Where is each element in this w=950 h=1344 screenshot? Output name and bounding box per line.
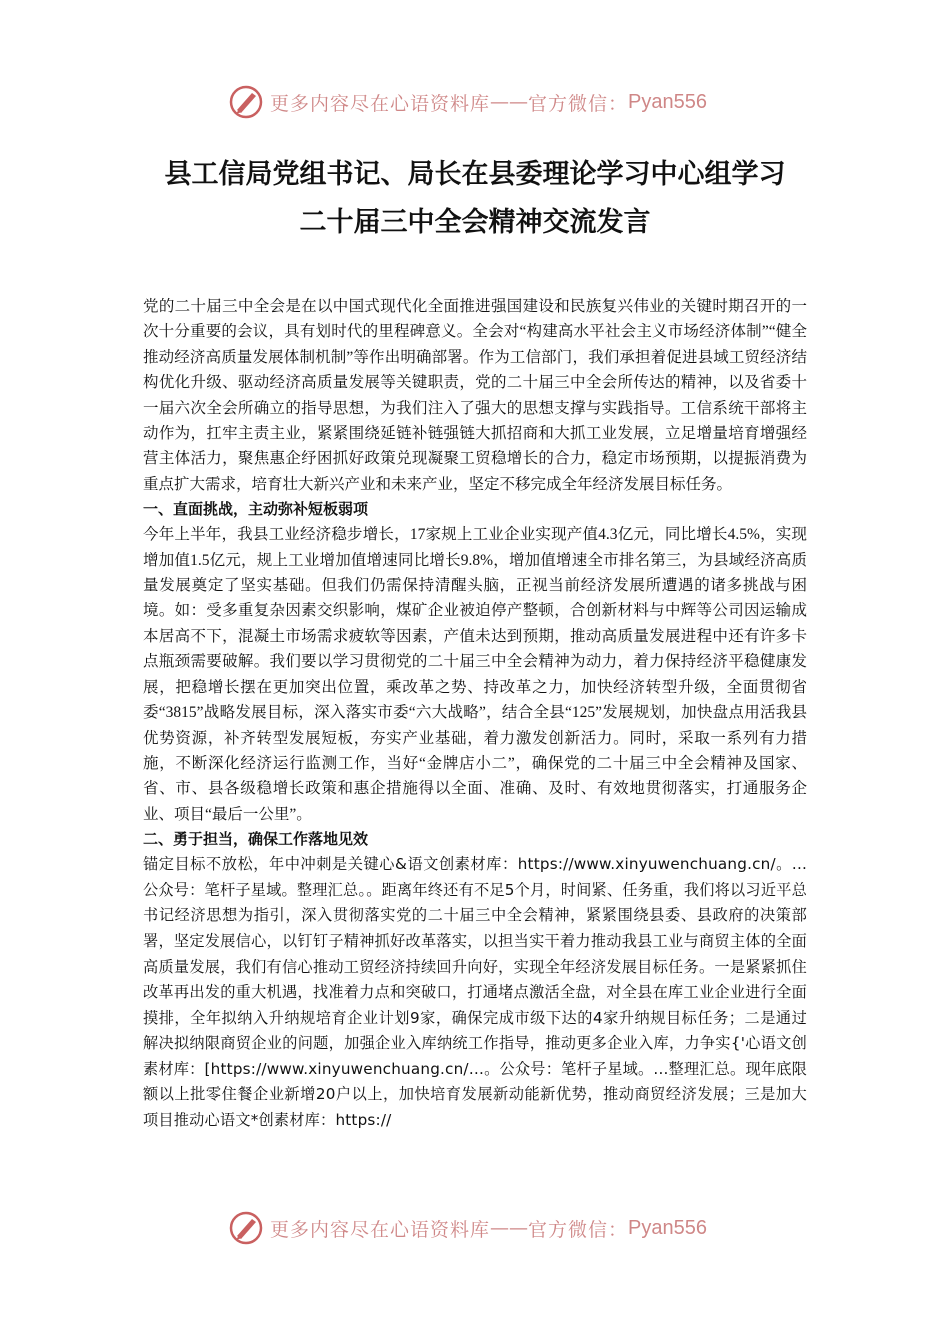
section2-paragraph: 锚定目标不放松，年中冲刺是关键心&语文创素材库：https://www.xinyuwenchuang.cn/。...公众号：笔杆子星域。整理汇总。。距离年终还有不足5个月，时间紧、任务重，我们将以习近平总书记经济思想为指引，深入贯彻落实党的二十届三中全会精神，紧紧围绕县委、县政府的决策部署，坚定发展信心，以钉钉子精神抓好改革落实，以担当实干着力推动我县工业与商贸主体的全面高质量发展，我们有信心推动工贸经济持续回升向好，实现全年经济发展目标任务。一是紧紧抓住改革再出发的重大机遇，找准着力点和突破口，打通堵点激活全盘，对全县在库工业企业进行全面摸排，全年拟纳入升纳规培育企业计划9家，确保完成市级下达的4家升纳规目标任务；二是通过解决拟纳限商贸企业的问题，加强企业入库纳统工作指导，推动更多企业入库，力争实{'心语文创素材库：[https://www.xinyuwenchuang.cn/…。公众号：笔杆子星域。...整理汇总。现年底限额以上批零住餐企业新增20户以上，加快培育发展新动能新优势，推动商贸经济发展；三是加大项目推动心语文*创素材库：https://: [143, 855, 807, 1130]
banner-text: 更多内容尽在心语资料库: [270, 1218, 491, 1241]
intro-paragraph: 党的二十届三中全会是在以中国式现代化全面推进强国建设和民族复兴伟业的关键时期召开的一次十分重要的会议，具有划时代的里程碑意义。全会对“构建高水平社会主义市场经济体制”“健全推动经济高质量发展体制机制”等作出明确部署。作为工信部门，我们承担着促进县域工贸经济结构优化升级、驱动经济高质量发展等关键职责，党的二十届三中全会所传达的精神，以及省委十一届六次全会所确立的指导思想，为我们注入了强大的思想支撑与实践指导。工信系统干部将主动作为，扛牢主责主业，紧紧围绕延链补链强链大抓招商和大抓工业发展，立足增量培育增强经营主体活力，聚焦惠企纾困抓好政策兑现凝聚工贸稳增长的合力，稳定市场预期，以提振消费为重点扩大需求，培育壮大新兴产业和未来产业，坚定不移完成全年经济发展目标任务。: [143, 298, 807, 493]
pen-logo-icon: [228, 84, 264, 120]
banner-top: [228, 82, 707, 122]
banner-separator: ——: [490, 1217, 529, 1239]
banner-official: 官方微信：: [528, 1218, 629, 1241]
document-title-line2: 二十届三中全会精神交流发言: [299, 207, 651, 238]
banner-id: Pyan556: [628, 90, 707, 113]
banner-id: Pyan556: [628, 1216, 707, 1239]
document-body: [143, 294, 807, 1134]
section1-heading: 一、直面挑战，主动弥补短板弱项: [143, 500, 369, 519]
banner-bottom: [228, 1208, 707, 1248]
banner-text: 更多内容尽在心语资料库: [270, 92, 491, 115]
banner-separator: ——: [490, 91, 529, 113]
document-title-line1: 县工信局党组书记、局长在县委理论学习中心组学习: [164, 159, 786, 190]
section1-paragraph: 今年上半年，我县工业经济稳步增长，17家规上工业企业实现产值4.3亿元，同比增长4.5%，实现增加值1.5亿元，规上工业增加值增速同比增长9.8%，增加值增速全市排名第三，为县域经济高质量发展奠定了坚实基础。但我们仍需保持清醒头脑，正视当前经济发展所遭遇的诸多挑战与困境。如：受多重复杂因素交织影响，煤矿企业被迫停产整顿，合创新材料与中辉等公司因运输成本居高不下，混凝土市场需求疲软等因素，产值未达到预期，推动高质量发展进程中还有许多卡点瓶颈需要破解。我们要以学习贯彻党的二十届三中全会精神为动力，着力保持经济平稳健康发展，把稳增长摆在更加突出位置，乘改革之势、持改革之力，加快经济转型升级，全面贯彻省委“3815”战略发展目标，深入落实市委“六大战略”，结合全县“125”发展规划，加快盘点用活我县优势资源，补齐转型发展短板，夯实产业基础，着力激发创新活力。同时，采取一系列有力措施，不断深化经济运行监测工作，当好“金牌店小二”，确保党的二十届三中全会精神及国家、省、市、县各级稳增长政策和惠企措施得以全面、准确、及时、有效地贯彻落实，打通服务企业、项目“最后一公里”。: [143, 526, 807, 823]
banner-official: 官方微信：: [528, 92, 629, 115]
section2-heading: 二、勇于担当，确保工作落地见效: [143, 830, 369, 849]
pen-logo-icon: [228, 1210, 264, 1246]
